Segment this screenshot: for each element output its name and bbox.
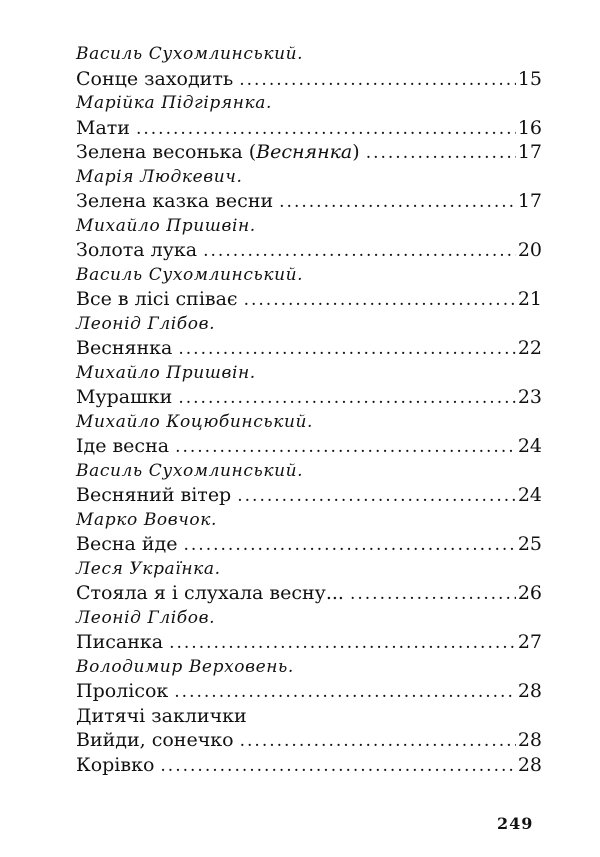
entry-title: Золота лука — [76, 239, 198, 261]
entry-title: Пролісок — [76, 680, 169, 702]
dot-leader — [174, 680, 516, 705]
entry-title — [76, 140, 366, 165]
author-name: Михайло Коцюбинський. — [76, 411, 314, 432]
entry-title-italic: Веснянка — [256, 141, 353, 163]
dot-leader — [203, 239, 516, 264]
entry-title: Весна йде — [76, 533, 178, 555]
toc-entry — [76, 434, 542, 459]
entry-title: Писанка — [76, 631, 164, 653]
entry-title: Вийди, сонечко — [76, 729, 234, 751]
author-name: Михайло Пришвін. — [76, 215, 256, 236]
entry-page: 20 — [517, 239, 542, 261]
entry-page: 28 — [517, 680, 542, 702]
toc-entry — [76, 67, 542, 92]
entry-page: 17 — [517, 141, 542, 163]
author-name: Марійка Підгірянка. — [76, 93, 272, 113]
toc-entry — [76, 581, 542, 606]
dot-leader — [240, 729, 516, 754]
entry-title: Стояла я і слухала весну... — [76, 582, 344, 604]
entry-page: 26 — [517, 582, 542, 604]
dot-leader — [169, 631, 516, 656]
toc-entry — [76, 287, 542, 312]
dot-leader — [136, 117, 516, 142]
entry-title: Зелена казка весни — [76, 190, 274, 212]
toc-entry — [76, 116, 542, 141]
dot-leader — [279, 190, 516, 215]
toc-entry — [76, 630, 542, 655]
dot-leader — [244, 288, 516, 313]
entry-title-start: Зелена весонька ( — [76, 141, 257, 163]
dot-leader — [178, 337, 515, 362]
entry-title: Мурашки — [76, 386, 173, 408]
toc-entry — [76, 238, 542, 263]
dot-leader — [184, 533, 516, 558]
toc-entry — [76, 336, 542, 361]
dot-leader — [237, 484, 516, 509]
entry-page: 24 — [517, 435, 542, 457]
author-name: Марко Вовчок. — [76, 509, 218, 530]
author-name: Леонід Глібов. — [76, 313, 216, 334]
author-name: Василь Сухомлинський. — [76, 264, 304, 285]
dot-leader — [366, 141, 516, 166]
toc-entry — [76, 753, 542, 778]
entry-page: 16 — [517, 116, 542, 139]
entry-page: 25 — [517, 533, 542, 555]
section-heading: Дитячі заклички — [76, 704, 247, 727]
page-number: 249 — [497, 814, 534, 833]
entry-title: Іде весна — [76, 435, 170, 457]
entry-page: 22 — [517, 337, 542, 359]
entry-page: 28 — [517, 753, 542, 776]
entry-title: Мати — [76, 116, 130, 139]
entry-page: 15 — [517, 67, 542, 90]
entry-title: Корівко — [76, 753, 155, 776]
toc-entry — [76, 140, 542, 165]
entry-title: Все в лісі співає — [76, 288, 238, 310]
toc-entry — [76, 385, 542, 410]
author-name: Леонід Глібов. — [76, 607, 216, 628]
entry-title-end: ) — [352, 141, 360, 163]
entry-title: Весняний вітер — [76, 484, 232, 506]
entry-page: 24 — [517, 484, 542, 506]
entry-page: 17 — [517, 190, 542, 212]
entry-title: Веснянка — [76, 337, 173, 359]
dot-leader — [160, 754, 515, 779]
entry-page: 21 — [517, 288, 542, 310]
author-name: Василь Сухомлинський. — [76, 460, 304, 481]
author-name: Леся Українка. — [76, 558, 221, 579]
dot-leader — [178, 386, 515, 411]
dot-leader — [175, 435, 516, 460]
dot-leader — [350, 582, 516, 607]
entry-page: 27 — [517, 631, 542, 653]
entry-page: 23 — [517, 386, 542, 408]
entry-title: Сонце заходить — [76, 67, 234, 90]
table-of-contents — [76, 42, 542, 777]
toc-entry — [76, 679, 542, 704]
author-name: Марія Людкевич. — [76, 166, 243, 187]
toc-entry — [76, 189, 542, 214]
toc-entry — [76, 728, 542, 753]
author-name: Василь Сухомлинський. — [76, 44, 304, 64]
dot-leader — [239, 68, 516, 93]
toc-entry — [76, 532, 542, 557]
entry-page: 28 — [517, 729, 542, 751]
author-name: Михайло Пришвін. — [76, 362, 256, 383]
author-name: Володимир Верховень. — [76, 656, 294, 677]
toc-entry — [76, 483, 542, 508]
